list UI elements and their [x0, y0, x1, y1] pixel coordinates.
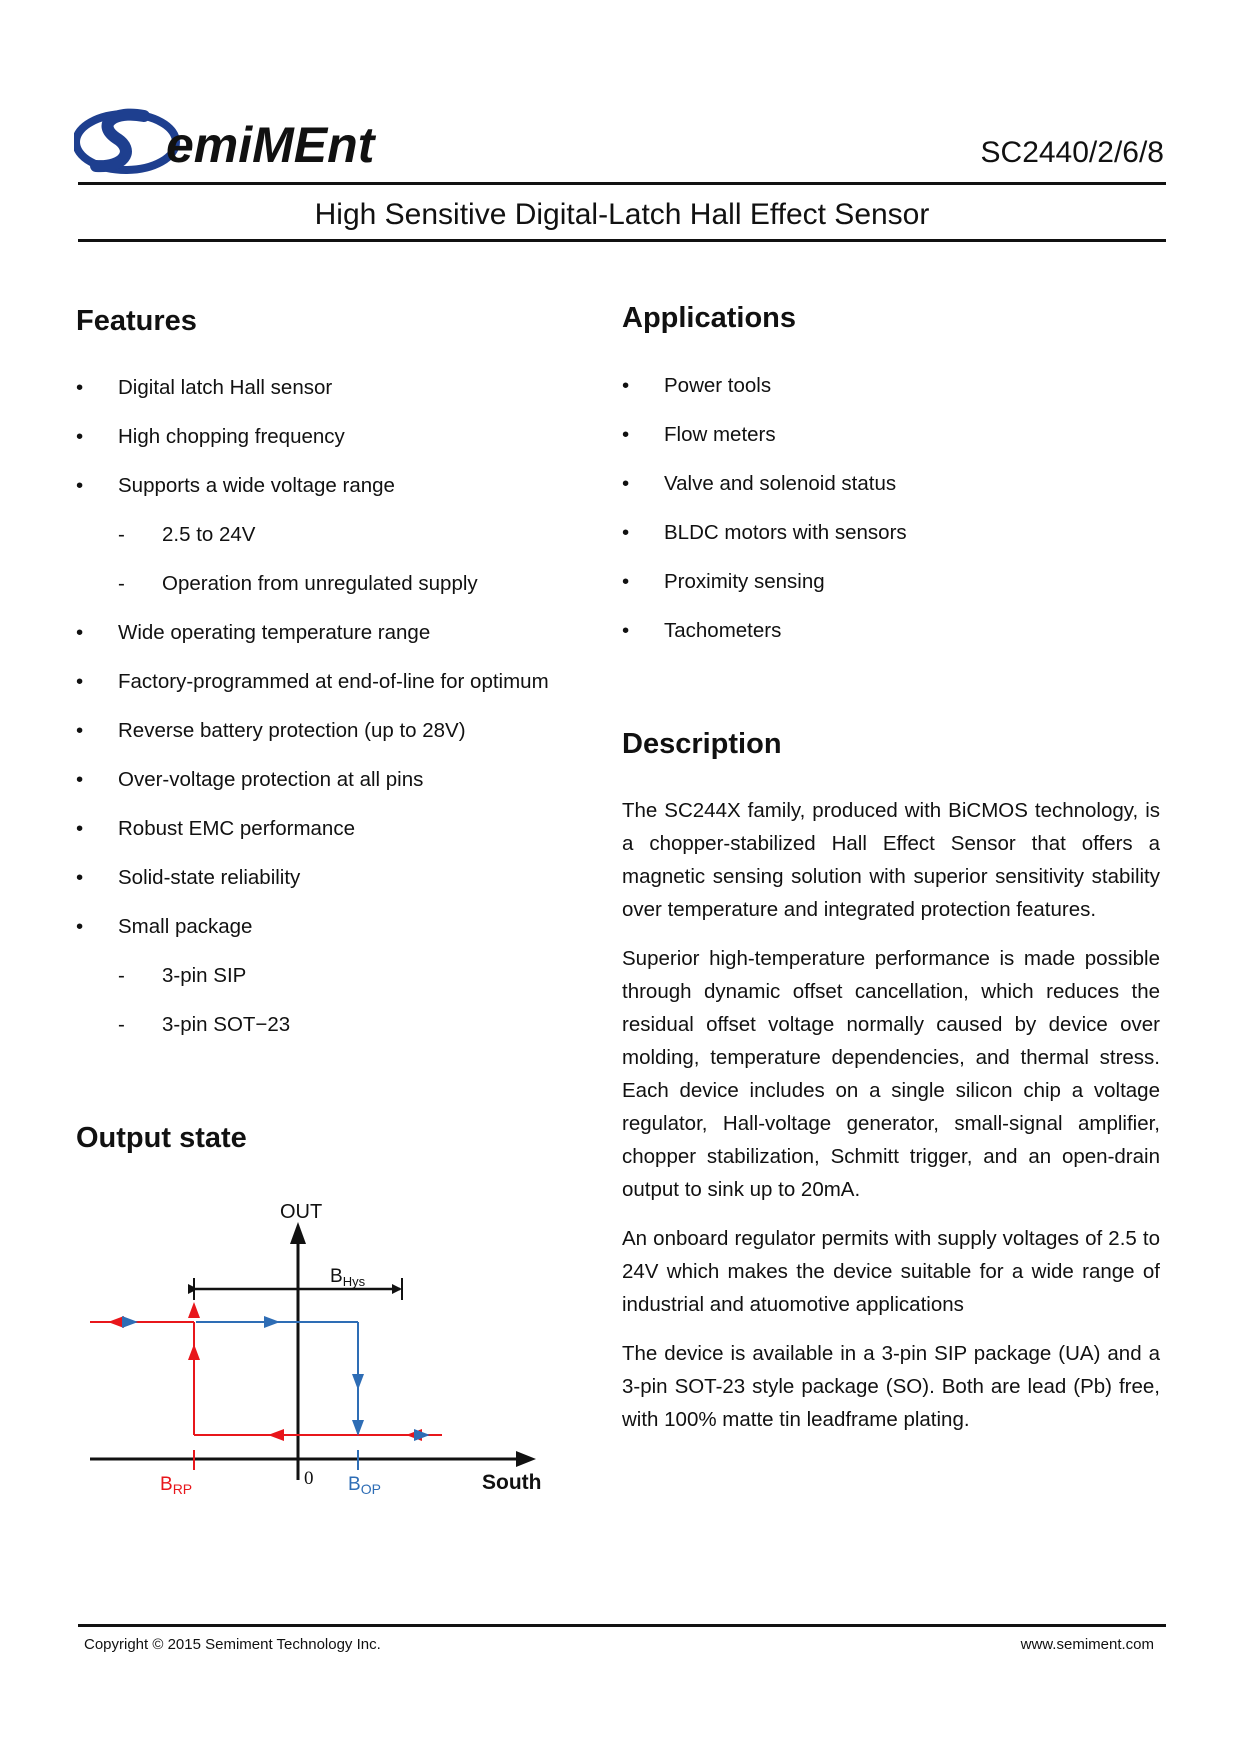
bullet-marker: •	[76, 670, 84, 693]
list-item-text: 3-pin SOT−23	[162, 1013, 291, 1036]
footer-rule	[78, 1624, 1166, 1627]
list-item	[76, 425, 596, 474]
operate-path	[122, 1316, 430, 1441]
list-item-text: Flow meters	[664, 423, 776, 446]
origin-label: 0	[304, 1468, 314, 1489]
list-item-text: Factory-programmed at end-of-line for optimum	[118, 670, 549, 693]
logo-s-swoosh-icon	[76, 114, 176, 170]
bullet-marker: •	[76, 817, 84, 840]
list-item	[622, 619, 1160, 668]
list-item	[76, 670, 596, 719]
document-subtitle: High Sensitive Digital-Latch Hall Effect Sensor	[314, 198, 930, 231]
list-item	[76, 621, 596, 670]
footer-copyright: Copyright © 2015 Semiment Technology Inc.	[84, 1636, 381, 1653]
list-item-text: Over-voltage protection at all pins	[118, 768, 424, 791]
dash-marker: -	[118, 1013, 125, 1036]
description-heading: Description	[622, 728, 782, 760]
bullet-marker: •	[76, 474, 84, 497]
bullet-marker: •	[622, 521, 630, 544]
dash-marker: -	[118, 523, 125, 546]
list-item-text: Robust EMC performance	[118, 817, 355, 840]
description-paragraph: Superior high-temperature performance is made possible through dynamic offset cancellation, which reduces the residual offset voltage normally caused by device over molding, temperature dependencies, and thermal stress. Each device includes on a single silicon chip a voltage regulator, Hall-voltage generator, small-signal amplifier, chopper stabilization, Schmitt trigger, and an open-drain output to sink up to 20mA.	[622, 947, 1160, 1201]
bullet-marker: •	[76, 915, 84, 938]
list-item-text: Tachometers	[664, 619, 782, 642]
output-state-heading: Output state	[76, 1122, 247, 1154]
list-item	[622, 570, 1160, 619]
bullet-marker: •	[76, 768, 84, 791]
hysteresis-diagram	[90, 1190, 560, 1510]
list-item-text: Reverse battery protection (up to 28V)	[118, 719, 466, 742]
dash-marker: -	[118, 572, 125, 595]
bullet-marker: •	[76, 866, 84, 889]
description-paragraph: The device is available in a 3-pin SIP package (UA) and a 3-pin SOT-23 style package (SO). Both are lead (Pb) free, with 100% matte tin leadframe plating.	[622, 1342, 1160, 1431]
bullet-marker: •	[76, 376, 84, 399]
list-item-text: 2.5 to 24V	[162, 523, 256, 546]
list-item	[76, 474, 596, 523]
list-item-text: Solid-state reliability	[118, 866, 301, 889]
list-item	[622, 521, 1160, 570]
list-item-text: Wide operating temperature range	[118, 621, 431, 644]
description-paragraph: An onboard regulator permits with supply voltages of 2.5 to 24V which makes the device suitable for a wide range of industrial and atuomotive applications	[622, 1227, 1160, 1316]
list-item-text: Valve and solenoid status	[664, 472, 897, 495]
list-item-text: Power tools	[664, 374, 772, 397]
list-item-text: High chopping frequency	[118, 425, 345, 448]
y-axis-label: OUT	[280, 1201, 323, 1223]
list-item-text: Small package	[118, 915, 253, 938]
list-item	[76, 1013, 596, 1062]
header-top-rule	[78, 182, 1166, 185]
bullet-marker: •	[76, 621, 84, 644]
list-item-text: Proximity sensing	[664, 570, 825, 593]
list-item	[76, 719, 596, 768]
list-item	[76, 572, 596, 621]
bullet-marker: •	[622, 423, 630, 446]
semiment-logo	[74, 102, 454, 182]
list-item	[622, 472, 1160, 521]
list-item	[76, 866, 596, 915]
applications-list	[622, 374, 1160, 668]
bullet-marker: •	[76, 719, 84, 742]
list-item	[76, 915, 596, 964]
dash-marker: -	[118, 964, 125, 987]
brp-label: $B_{RP}$	[160, 1474, 193, 1497]
applications-heading: Applications	[622, 302, 797, 334]
bullet-marker: •	[622, 472, 630, 495]
list-item	[76, 523, 596, 572]
list-item	[622, 423, 1160, 472]
bullet-marker: •	[622, 570, 630, 593]
y-axis-arrow-icon	[290, 1222, 306, 1244]
description-body	[622, 794, 1160, 1452]
list-item	[76, 376, 596, 425]
footer-website-link[interactable]: www.semiment.com	[1020, 1636, 1154, 1653]
list-item-text: Supports a wide voltage range	[118, 474, 395, 497]
hys-label: $B_{Hys}$	[330, 1266, 366, 1289]
features-heading: Features	[76, 305, 197, 337]
list-item-text: Digital latch Hall sensor	[118, 376, 333, 399]
list-item	[76, 817, 596, 866]
list-item	[76, 964, 596, 1013]
list-item	[76, 768, 596, 817]
part-number: SC2440/2/6/8	[980, 136, 1164, 169]
list-item	[622, 374, 1160, 423]
bop-label: $B_{OP}$	[348, 1474, 381, 1497]
bullet-marker: •	[76, 425, 84, 448]
list-item-text: 3-pin SIP	[162, 964, 247, 987]
features-list	[76, 376, 596, 1062]
bullet-marker: •	[622, 619, 630, 642]
bullet-marker: •	[622, 374, 630, 397]
x-axis-arrow-icon	[516, 1451, 536, 1467]
header-bottom-rule	[78, 239, 1166, 242]
logo-wordmark: emiMEnt	[166, 117, 375, 173]
list-item-text: BLDC motors with sensors	[664, 521, 907, 544]
list-item-text: Operation from unregulated supply	[162, 572, 478, 595]
description-paragraph: The SC244X family, produced with BiCMOS technology, is a chopper-stabilized Hall Effect Sensor that offers a magnetic sensing solution with superior sensitivity stability over temperature and integrated protection features.	[622, 799, 1160, 921]
x-axis-label: South	[482, 1471, 542, 1494]
